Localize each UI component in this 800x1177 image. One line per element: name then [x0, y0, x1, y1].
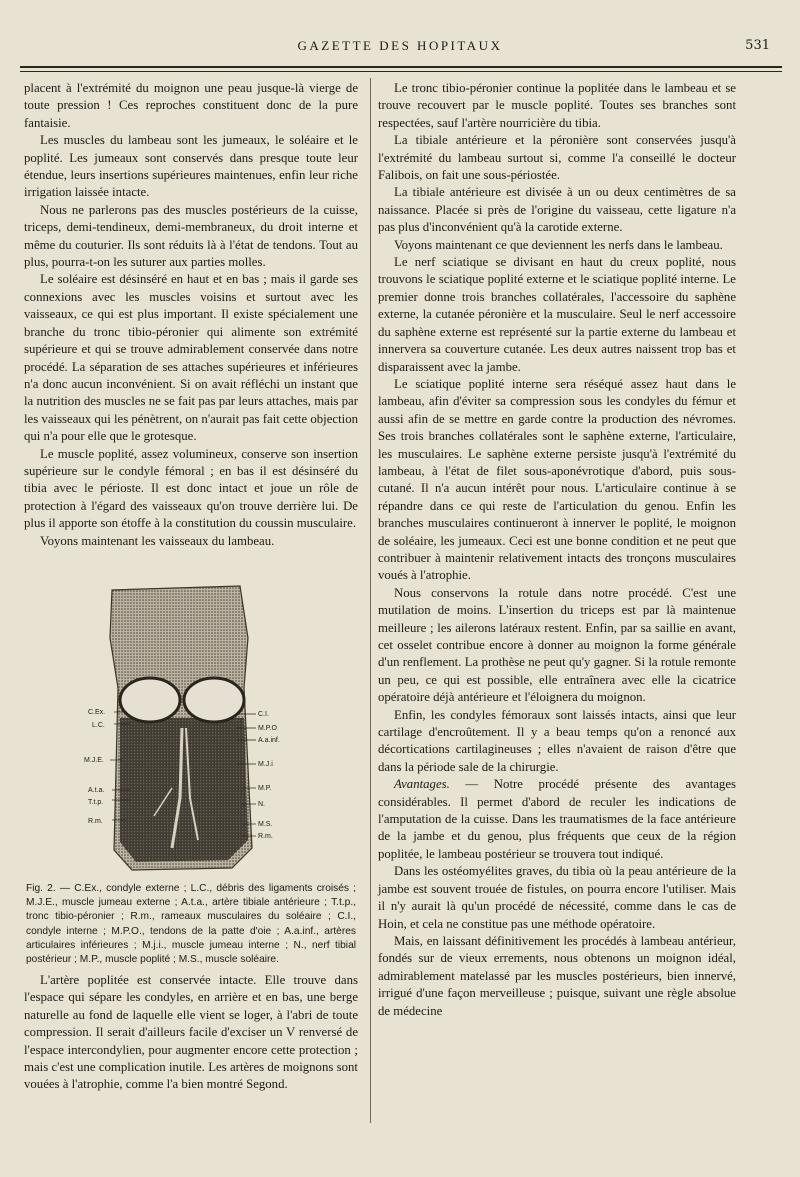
header-rule-thin [20, 71, 782, 72]
journal-title: GAZETTE DES HOPITAUX [297, 38, 503, 53]
label-m-j-i: M.J.i [258, 761, 273, 768]
paragraph: Les muscles du lambeau sont les jumeaux, le soléaire et le poplité. Les jumeaux sont conservés dans presque toute leur étendue, leurs insertions supérieures maintenues, enfin leur riche irrigation laissée intacte. [24, 133, 358, 200]
label-c-ex: C.Ex. [88, 709, 106, 716]
header-rule-thick [20, 66, 782, 68]
paragraph: L'artère poplitée est conservée intacte. Elle trouve dans l'espace qui sépare les condyles, en arrière et en bas, une berge naturelle au fond de laquelle elle vient se loger, à l'abri de toute compression. Il serait d'ailleurs facile d'exciser un V renversé de l'espace intercondylien, pour augmenter encore cette protection ; mais c'est une complication inutile. Les artères de moignons sont vouées à l'atrophie, comme l'a bien montré Segond. [24, 973, 358, 1092]
left-column-bottom [24, 972, 358, 1094]
right-column [378, 80, 736, 1020]
paragraph: Le sciatique poplité interne sera réséqué assez haut dans le lambeau, afin d'éviter sa compression sous les condyles du fémur et aussi afin de se mettre en garde contre la production des névromes. Ses trois branches collatérales sont le saphène externe, l'articulaire, les musculaires. Le saphène externe persiste jusqu'à l'extrémité du lambeau, à l'état de filet sous-aponévrotique d'abord, puis sous-cutané. Il n'a aucun intérêt pour nous. L'articulaire continue à se répandre dans ce qui reste de l'articulation du genou. Enfin les branches musculaires continueront à innerver le poplité, le moignon de soléaire, les jumeaux. Ceci est une bonne condition et ne peut que contribuer à maintenir relativement intacts des tronçons musculaires voués à l'atrophie. [378, 376, 736, 583]
label-r-m-right: R.m. [258, 833, 273, 840]
label-m-p: M.P. [258, 785, 272, 792]
label-t-t-p: T.t.p. [88, 799, 104, 806]
figure-caption [26, 882, 356, 967]
label-c-i: C.I. [258, 711, 269, 718]
paragraph: Nous ne parlerons pas des muscles postérieurs de la cuisse, triceps, demi-tendineux, demi-membraneux, du droit interne et même du couturier. Ils sont réduits là à l'état de tendons. Tout au plus, pourra-t-on les suturer aux parties molles. [24, 202, 358, 270]
paragraph: Enfin, les condyles fémoraux sont laissés intacts, ainsi que leur cartilage d'encroûtement. Il y a beau temps qu'on a renoncé aux décortications cartilagineuses ; elles n'avaient de raison d'être que dans la période sale de la chirurgie. [378, 707, 736, 774]
condyle-interne [184, 678, 244, 722]
paragraph: Le tronc tibio-péronier continue la poplitée dans le lambeau et se trouve recouvert par le muscle poplité. Toutes ses branches sont respectées, sauf l'artère nourricière du tibia. [378, 81, 736, 130]
label-a-a-inf: A.a.inf. [258, 737, 280, 744]
paragraph: Voyons maintenant ce que deviennent les nerfs dans le lambeau. [394, 237, 723, 252]
muscle-mass [120, 718, 248, 862]
paragraph: Le nerf sciatique se divisant en haut du creux poplité, nous trouvons le sciatique poplité externe et le sciatique poplité interne. Le premier donne trois branches collatérales, l'accessoire du saphène externe, la cutanée péronière et la musculaire. Seul le nerf accessoire du saphène externe est représenté sur la partie externe du lambeau et innervera sa couverture cutanée. Les deux autres naissent trop bas et disparaissent avec la jambe. [378, 255, 736, 374]
label-r-m-left: R.m. [88, 818, 103, 825]
paragraph: placent à l'extrémité du moignon une peau jusque-là vierge de toute pression ! Ces reproches constituent donc de la pure fantaisie. [24, 81, 358, 130]
condyle-externe [120, 678, 180, 722]
label-m-s: M.S. [258, 821, 273, 828]
paragraph-avantages [378, 776, 736, 863]
paragraph: Dans les ostéomyélites graves, du tibia où la peau antérieure de la jambe est souvent trouée de fistules, on pourra encore l'utiliser. Mais il n'y aurait là qu'un procédé de nécessité, comme dans le cas de Hoin, et cela ne constitue pas une méthode opératoire. [378, 864, 736, 931]
figure-number: Fig. 2. [26, 883, 56, 894]
section-heading: Avantages. [394, 777, 450, 792]
label-m-p-o: M.P.O [258, 725, 277, 732]
paragraph: La tibiale antérieure et la péronière sont conservées jusqu'à l'extrémité du lambeau surtout si, comme l'a conseillé le docteur Falibois, on fait une sous-périostée. [378, 133, 736, 183]
flap-illustration [22, 578, 358, 878]
anatomical-figure [22, 578, 358, 878]
paragraph: Mais, en laissant définitivement les procédés à lambeau antérieur, fondés sur de vieux errements, nous obtenons un moignon idéal, admirablement matelassé par les muscles postérieurs, bien innervé, irrigué d'une façon merveilleuse ; puisque, suivant une règle absolue de médecine [378, 933, 736, 1018]
paragraph: Nous conservons la rotule dans notre procédé. C'est une mutilation de moins. L'insertion du triceps est par là maintenue meilleure ; les ailerons latéraux restent. Enfin, par sa saillie en avant, cet osselet contribue encore à donner au moignon la forme générale d'un renflement. La prothèse ne peut qu'y gagner. Si la rotule remonte un peu, ce qui est possible, elle entraînera avec elle la cicatrice opératoire déjà antérieure et l'éloignera du moignon. [378, 585, 736, 705]
paragraph: Le soléaire est désinséré en haut et en bas ; mais il garde ses connexions avec les muscles voisins et surtout avec les vaisseaux, ce qui est plus important. Il existe spécialement une branche du tronc tibio-péronier qui alimente son extrémité supérieure et qui se trouve admirablement conservée dans notre procédé. La séparation de ses attaches supérieures et inférieures n'a donc aucun inconvénient. Si on avait réfléchi un instant que la nutrition des muscles ne se fait pas par leurs attaches, mais par les vaisseaux qui les pénètrent, on n'aurait pas fait cette objection qui n'a pour elle que le grotesque. [24, 272, 358, 444]
label-l-c: L.C. [92, 722, 105, 729]
label-a-t-a: A.t.a. [88, 787, 105, 794]
page-number: 531 [745, 38, 770, 53]
paragraph: Le muscle poplité, assez volumineux, conserve son insertion supérieure sur le condyle fémoral ; en bas il est désinséré du tibia avec le périoste. Il est donc intact et joue un rôle de protection à l'égard des vaisseaux qu'on trouve derrière lui. De plus il apporte son étoffe à la constitution du coussin musculaire. [24, 446, 358, 531]
paragraph: Voyons maintenant les vaisseaux du lambeau. [40, 533, 275, 548]
running-header [20, 38, 780, 62]
left-column-top [24, 80, 358, 550]
label-n: N. [258, 801, 265, 808]
caption-text: — C.Ex., condyle externe ; L.C., débris des ligaments croisés ; M.J.E., muscle jumeau externe ; A.t.a., artère tibiale antérieure ; T.t.p., tronc tibio-péronier ; R.m., rameaux musculaires du soléaire ; C.I., condyle interne ; M.P.O., tendons de la patte d'oie ; A.a.inf., artères articulaires inférieures ; M.j.i., muscle jumeau interne ; N., nerf tibial postérieur ; M.P., muscle poplité ; M.S., muscle soléaire. [26, 883, 356, 966]
paragraph-text: — Notre procédé présente des avantages considérables. Il permet d'abord de reculer les indications de l'amputation de la cuisse. Dans les traumatismes de la face antérieure de la jambe et du genou, plus fréquents que ceux de la région poplitée, le lambeau postérieur se trouvera tout indiqué. [378, 777, 736, 861]
column-separator [370, 78, 371, 1123]
label-m-j-e: M.J.E. [84, 757, 104, 764]
paragraph: La tibiale antérieure est divisée à un ou deux centimètres de sa naissance. Placée si près de l'origine du vaisseau, cette ligature n'a pas plus d'inconvénient qu'à la carotide externe. [378, 185, 736, 235]
